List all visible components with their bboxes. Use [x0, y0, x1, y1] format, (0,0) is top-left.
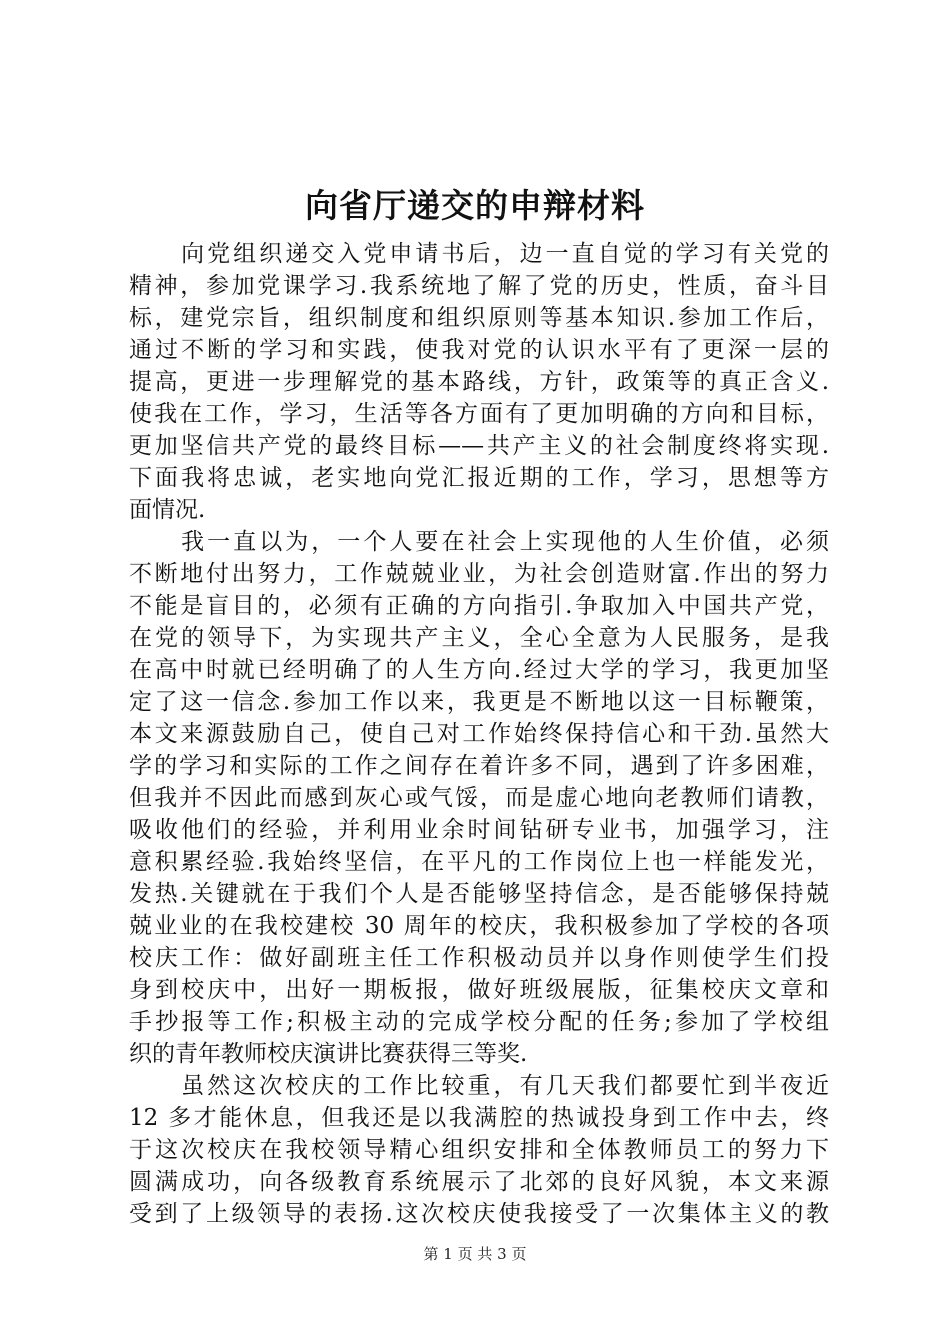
text-line: 标，建党宗旨，组织制度和组织原则等基本知识.参加工作后， — [129, 305, 829, 331]
text-line: 不能是盲目的，必须有正确的方向指引.争取加入中国共产党， — [129, 593, 829, 619]
document-body — [129, 238, 829, 1230]
text-line: 但我并不因此而感到灰心或气馁，而是虚心地向老教师们请教， — [129, 785, 829, 811]
text-line: 不断地付出努力，工作兢兢业业，为社会创造财富.作出的努力 — [129, 561, 829, 587]
text-line: 虽然这次校庆的工作比较重，有几天我们都要忙到半夜近 — [129, 1073, 829, 1099]
text-line: 织的青年教师校庆演讲比赛获得三等奖. — [129, 1041, 528, 1067]
text-line: 手抄报等工作;积极主动的完成学校分配的任务;参加了学校组 — [129, 1009, 829, 1035]
text-line: 发热.关键就在于我们个人是否能够坚持信念，是否能够保持兢 — [129, 881, 829, 907]
text-line: 本文来源鼓励自己，使自己对工作始终保持信心和干劲.虽然大 — [129, 721, 829, 747]
text-line: 精神，参加党课学习.我系统地了解了党的历史，性质，奋斗目 — [129, 273, 829, 299]
text-line: 更加坚信共产党的最终目标——共产主义的社会制度终将实现. — [129, 433, 829, 459]
text-line: 于这次校庆在我校领导精心组织安排和全体教师员工的努力下 — [129, 1137, 829, 1163]
text-line: 使我在工作，学习，生活等各方面有了更加明确的方向和目标， — [129, 401, 829, 427]
page-number-footer: 第 1 页 共 3 页 — [423, 1245, 527, 1263]
document-title: 向省厅递交的申辩材料 — [305, 186, 645, 225]
text-line: 面情况. — [129, 497, 206, 523]
text-line: 受到了上级领导的表扬.这次校庆使我接受了一次集体主义的教 — [129, 1201, 829, 1227]
text-line: 意积累经验.我始终坚信，在平凡的工作岗位上也一样能发光， — [129, 849, 829, 875]
text-line: 定了这一信念.参加工作以来，我更是不断地以这一目标鞭策， — [129, 689, 829, 715]
text-line: 12 多才能休息，但我还是以我满腔的热诚投身到工作中去，终 — [129, 1105, 829, 1131]
text-line: 身到校庆中，出好一期板报，做好班级展版，征集校庆文章和 — [129, 977, 829, 1003]
text-line: 兢业业的在我校建校 30 周年的校庆，我积极参加了学校的各项 — [129, 913, 829, 939]
text-line: 校庆工作：做好副班主任工作积极动员并以身作则使学生们投 — [129, 945, 829, 971]
text-line: 在党的领导下，为实现共产主义，全心全意为人民服务，是我 — [129, 625, 829, 651]
text-line: 我一直以为，一个人要在社会上实现他的人生价值，必须 — [129, 529, 829, 555]
text-line: 向党组织递交入党申请书后，边一直自觉的学习有关党的 — [129, 241, 829, 267]
text-line: 下面我将忠诚，老实地向党汇报近期的工作，学习，思想等方 — [129, 465, 829, 491]
text-line: 学的学习和实际的工作之间存在着许多不同，遇到了许多困难， — [129, 753, 829, 779]
text-line: 吸收他们的经验，并利用业余时间钻研专业书，加强学习，注 — [129, 817, 829, 843]
text-line: 提高，更进一步理解党的基本路线，方针，政策等的真正含义. — [129, 369, 829, 395]
text-line: 圆满成功，向各级教育系统展示了北郊的良好风貌，本文来源 — [129, 1169, 829, 1195]
text-line: 在高中时就已经明确了的人生方向.经过大学的学习，我更加坚 — [129, 657, 829, 683]
text-line: 通过不断的学习和实践，使我对党的认识水平有了更深一层的 — [129, 337, 829, 363]
